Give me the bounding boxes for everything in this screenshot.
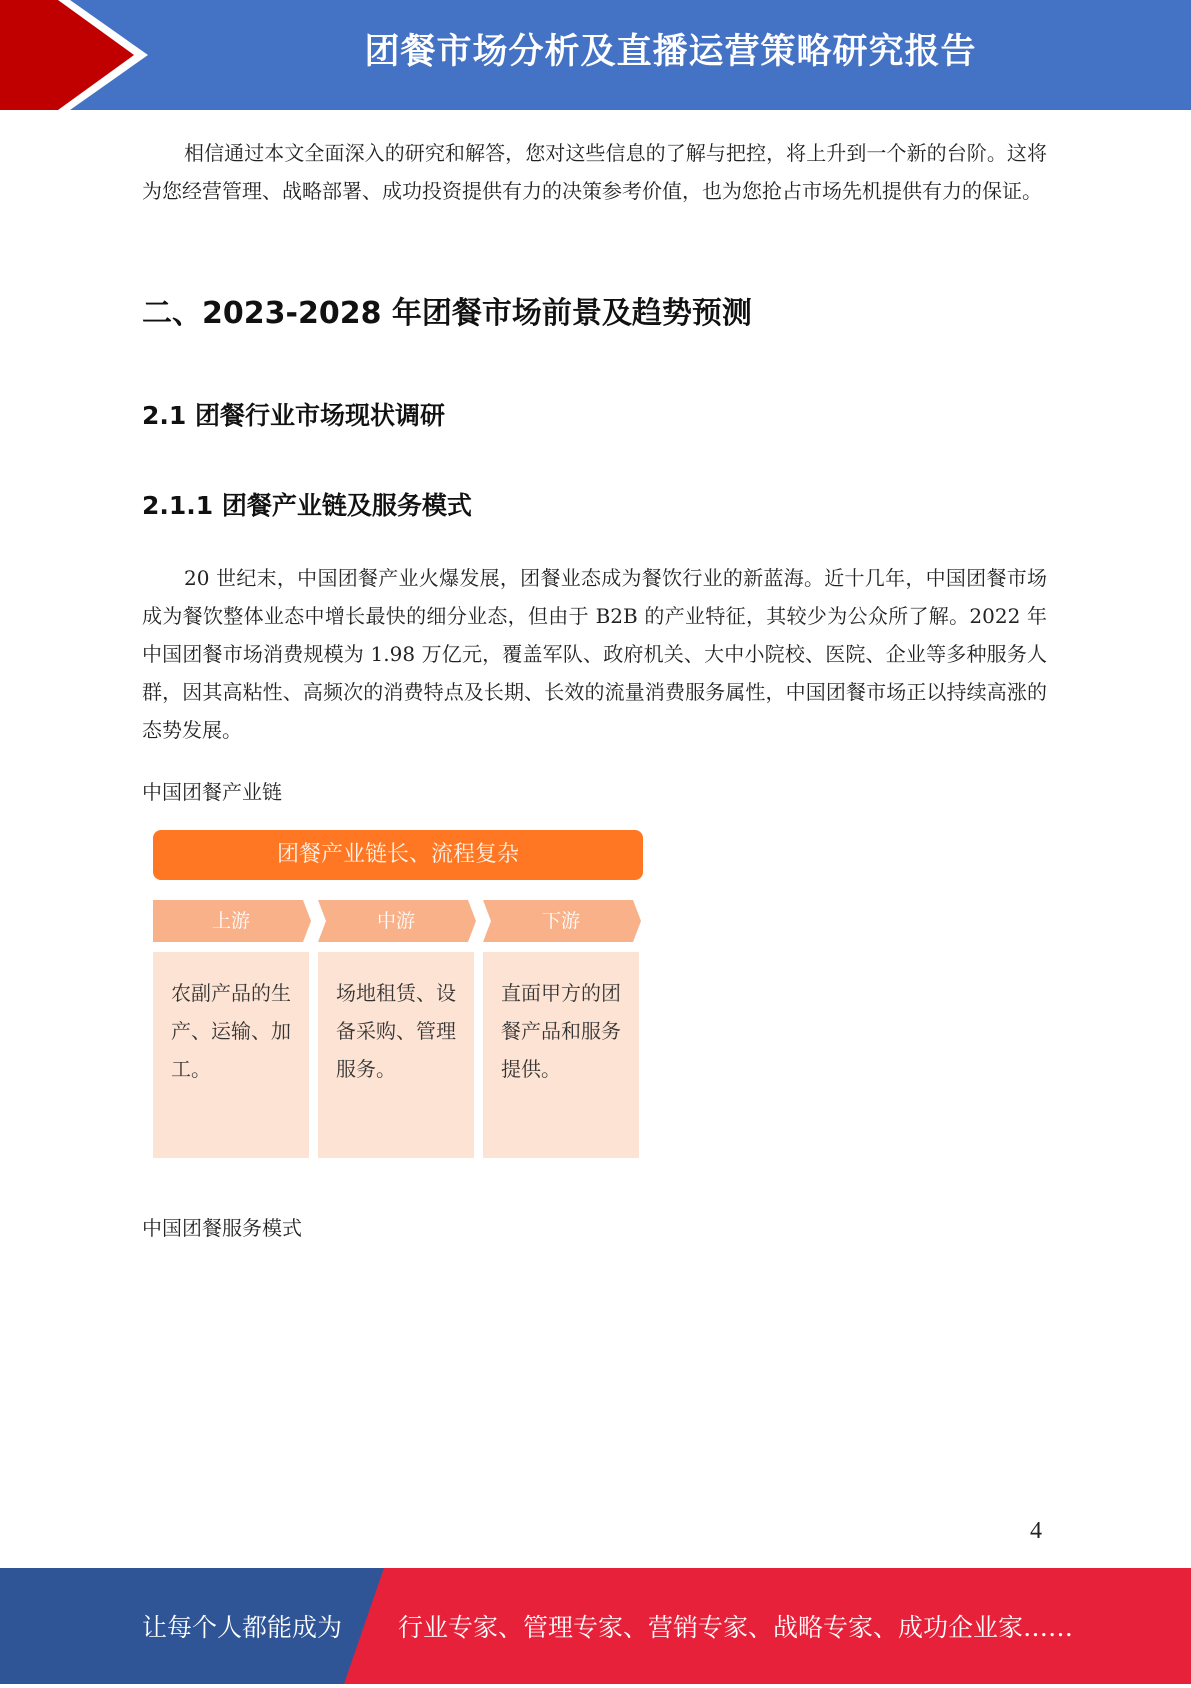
- stage-downstream-description: 直面甲方的团餐产品和服务提供。: [483, 952, 639, 1158]
- stage-upstream-arrow: [153, 900, 313, 942]
- page-number: 4: [1030, 1518, 1042, 1544]
- stage-midstream-arrow: [318, 900, 478, 942]
- stage-downstream-arrow: [483, 900, 643, 942]
- stage-downstream-label: 下游: [541, 910, 580, 932]
- diagram-banner: 团餐产业链长、流程复杂: [153, 830, 643, 880]
- intro-paragraph: 相信通过本文全面深入的研究和解答，您对这些信息的了解与把控，将上升到一个新的台阶。这将为您经营管理、战略部署、成功投资提供有力的决策参考价值，也为您抢占市场先机提供有力的保证。: [142, 141, 1047, 203]
- figure1-caption: 中国团餐产业链: [142, 780, 282, 804]
- stage-upstream-label: 上游: [211, 910, 250, 932]
- body-paragraph: 20 世纪末，中国团餐产业火爆发展，团餐业态成为餐饮行业的新蓝海。近十几年，中国团餐市场成为餐饮整体业态中增长最快的细分业态，但由于 B2B 的产业特征，其较少为公众所了解。2022 年中国团餐市场消费规模为 1.98 万亿元，覆盖军队、政府机关、大中小院校、医院、企业等多种服务人群，因其高粘性、高频次的消费特点及长期、长效的流量消费服务属性，中国团餐市场正以持续高涨的态势发展。: [142, 566, 1047, 742]
- footer-slogan-left: 让每个人都能成为: [142, 1613, 343, 1642]
- intro-section: [142, 134, 1047, 210]
- stage-midstream-description: 场地租赁、设备采购、管理服务。: [318, 952, 474, 1158]
- page-footer: [0, 1568, 1191, 1684]
- header-title: 团餐市场分析及直播运营策略研究报告: [364, 32, 977, 72]
- stage-upstream-description: 农副产品的生产、运输、加工。: [153, 952, 309, 1158]
- page-header: [0, 0, 1191, 110]
- industry-chain-diagram: [150, 828, 646, 1160]
- footer-slogan-right: 行业专家、管理专家、营销专家、战略专家、成功企业家……: [398, 1613, 1074, 1642]
- subsection-heading: 2.1 团餐行业市场现状调研: [142, 401, 445, 430]
- body-section: [142, 559, 1047, 749]
- stage-midstream-label: 中游: [376, 910, 415, 932]
- section-heading: 二、2023-2028 年团餐市场前景及趋势预测: [142, 296, 752, 331]
- subsubsection-heading: 2.1.1 团餐产业链及服务模式: [142, 491, 472, 520]
- figure2-caption: 中国团餐服务模式: [142, 1216, 302, 1240]
